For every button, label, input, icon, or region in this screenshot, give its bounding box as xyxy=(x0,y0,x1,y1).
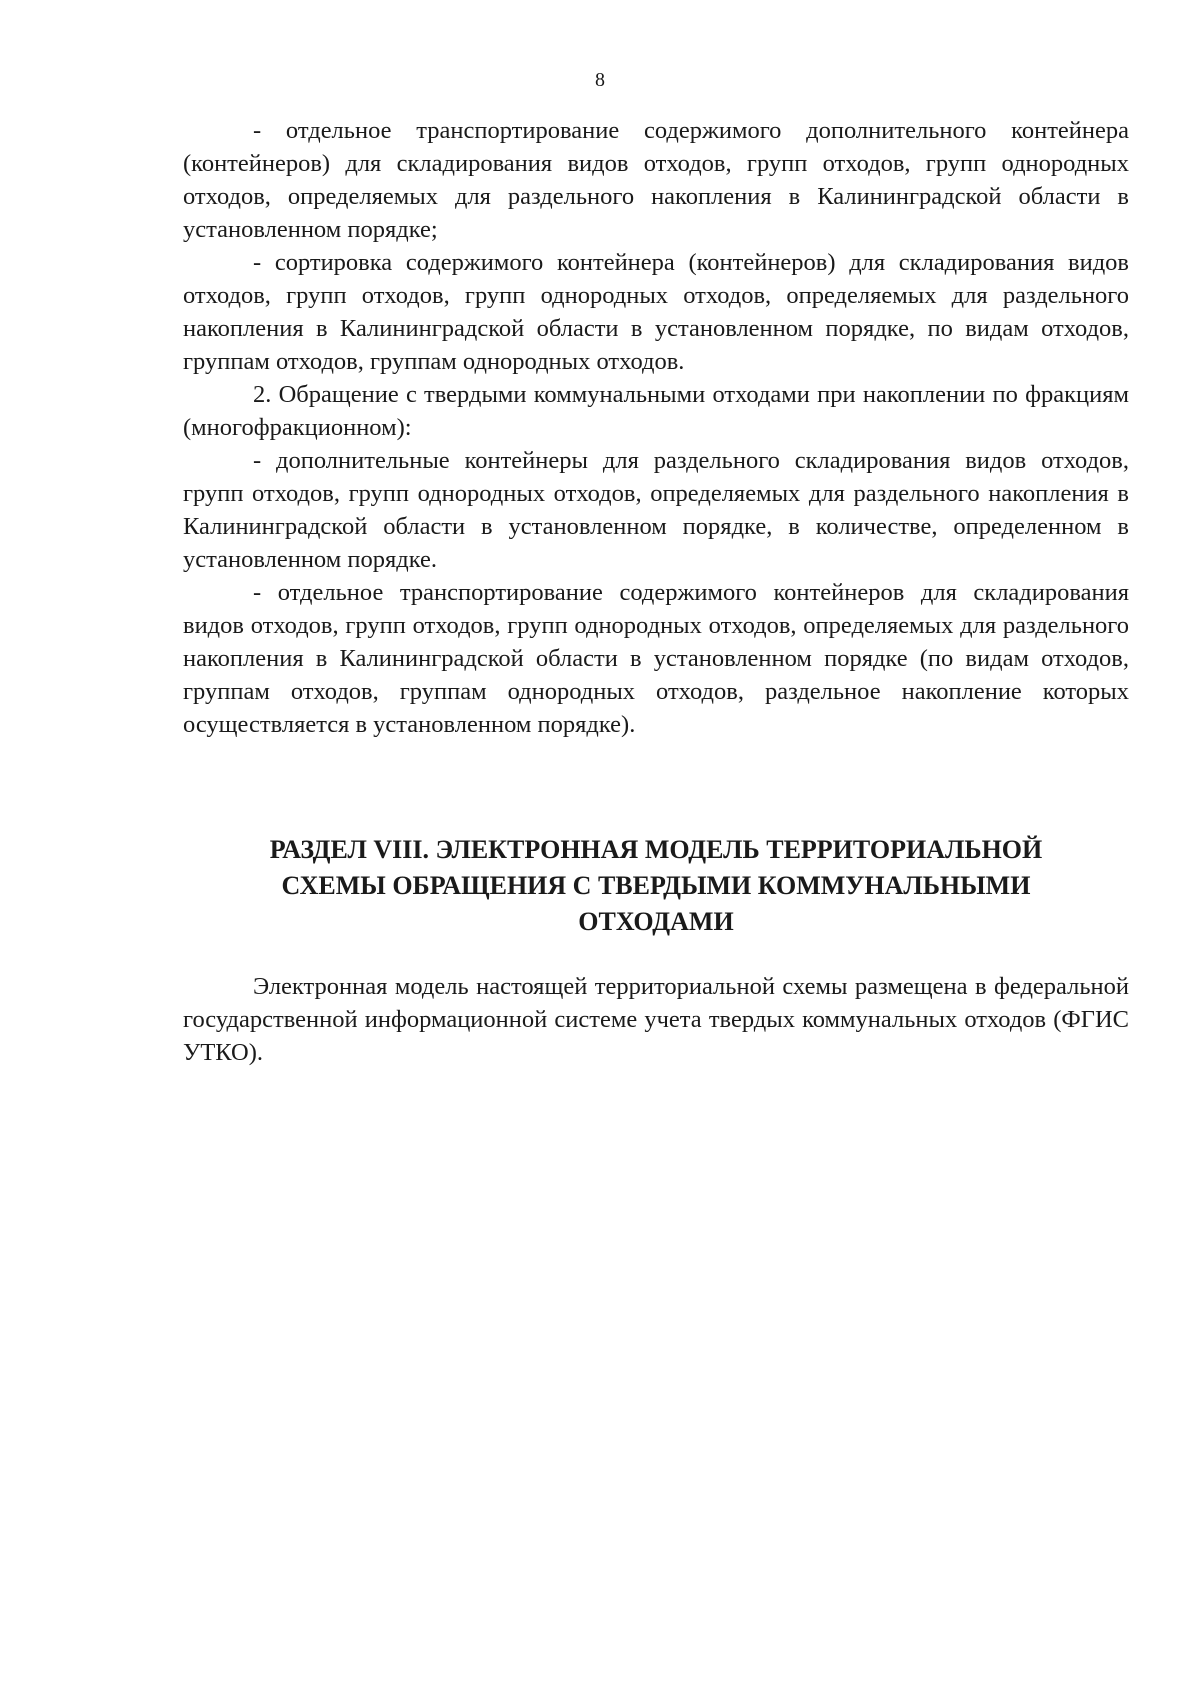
section-heading-line: СХЕМЫ ОБРАЩЕНИЯ С ТВЕРДЫМИ КОММУНАЛЬНЫМИ xyxy=(281,871,1031,900)
section-heading-line: РАЗДЕЛ VIII. ЭЛЕКТРОННАЯ МОДЕЛЬ ТЕРРИТОРИАЛЬНОЙ xyxy=(269,835,1043,864)
section-heading xyxy=(183,832,1129,940)
section-body-text xyxy=(183,970,1129,1069)
paragraph-separate-transport: - отдельное транспортирование содержимого дополнительного контейнера (контейнеров) для складирования видов отходов, групп отходов, групп однородных отходов, определяемых для раздельного накопления в Калининградской области в установленном порядке; xyxy=(183,117,1129,243)
paragraph-sorting: - сортировка содержимого контейнера (контейнеров) для складирования видов отходов, групп отходов, групп однородных отходов, определяемых для раздельного накопления в Калининградской области в установленном порядке, по видам отходов, группам отходов, группам однородных отходов. xyxy=(183,249,1129,375)
paragraph-additional-containers: - дополнительные контейнеры для раздельного складирования видов отходов, групп отходов, групп однородных отходов, определяемых для раздельного накопления в Калининградской области в установленном порядке, в количестве, определенном в установленном порядке. xyxy=(183,447,1129,573)
paragraph-electronic-model: Электронная модель настоящей территориальной схемы размещена в федеральной государственной информационной системе учета твердых коммунальных отходов (ФГИС УТКО). xyxy=(183,973,1129,1066)
section-heading-line: ОТХОДАМИ xyxy=(578,907,734,936)
body-text xyxy=(183,114,1129,741)
paragraph-multifraction: 2. Обращение с твердыми коммунальными отходами при накоплении по фракциям (многофракционном): xyxy=(183,381,1129,441)
paragraph-separate-transport-containers: - отдельное транспортирование содержимого контейнеров для складирования видов отходов, групп отходов, групп однородных отходов, определяемых для раздельного накопления в Калининградской области в установленном порядке (по видам отходов, группам отходов, группам однородных отходов, раздельное накопление которых осуществляется в установленном порядке). xyxy=(183,579,1129,738)
page-number: 8 xyxy=(595,69,605,91)
